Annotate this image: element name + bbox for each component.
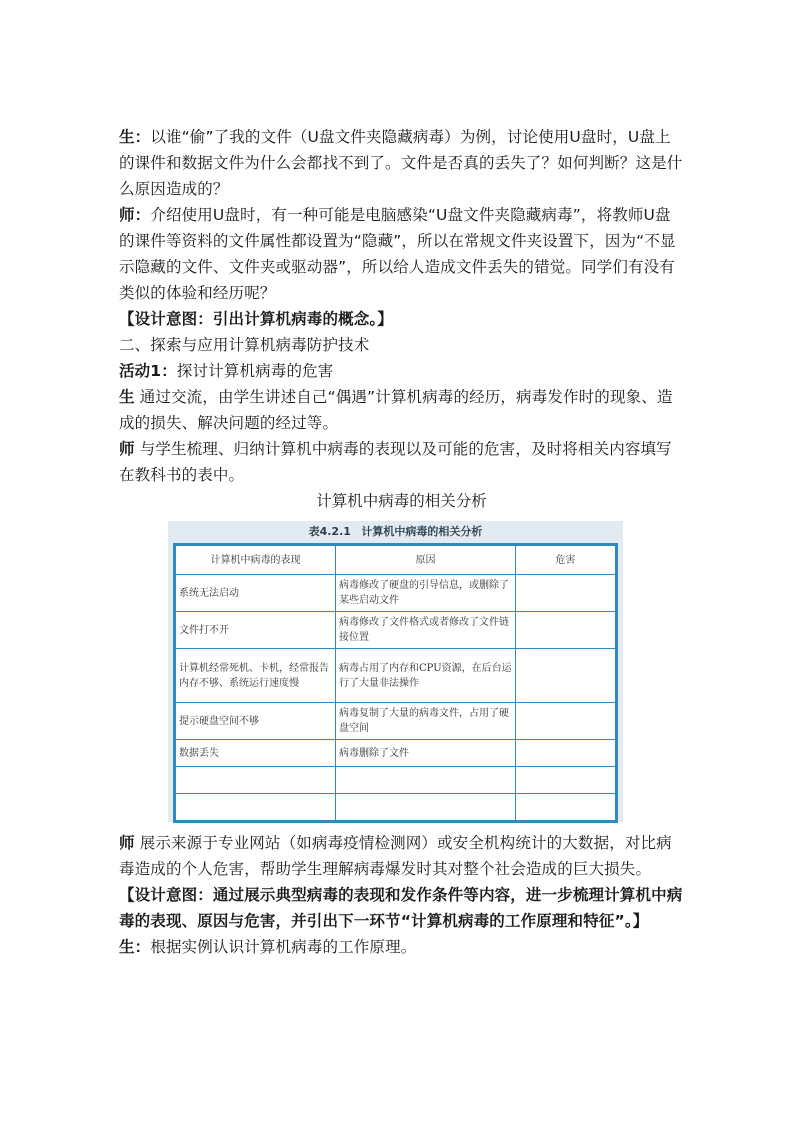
table-row bbox=[176, 703, 616, 740]
student-paragraph-2 bbox=[119, 384, 684, 436]
table-title-text: 计算机中病毒的相关分析 bbox=[361, 525, 483, 538]
textbook-table-image bbox=[168, 521, 623, 822]
virus-analysis-table bbox=[175, 545, 616, 821]
paragraph-text: 以谁“偷”了我的文件（U盘文件夹隐藏病毒）为例，讨论使用U盘时，U盘上的课件和数据文件为什么会都找不到了。文件是否真的丢失了？如何判断？这是什么原因造成的？ bbox=[119, 128, 683, 198]
cell-symptom: 计算机经常死机、卡机，经常报告内存不够、系统运行速度慢 bbox=[176, 649, 336, 703]
table-frame bbox=[173, 543, 618, 823]
figure-caption: 计算机中病毒的相关分析 bbox=[316, 492, 487, 510]
table-row bbox=[176, 612, 616, 649]
speaker-label: 生： bbox=[119, 128, 151, 146]
header-symptom: 计算机中病毒的表现 bbox=[176, 546, 336, 575]
speaker-label: 师 bbox=[119, 834, 135, 852]
cell-symptom bbox=[176, 794, 336, 821]
design-intent-1: 【设计意图：引出计算机病毒的概念。】 bbox=[119, 310, 393, 328]
student-paragraph-1 bbox=[119, 124, 684, 202]
cell-cause bbox=[336, 794, 516, 821]
paragraph-text: 展示来源于专业网站（如病毒疫情检测网）或安全机构统计的大数据，对比病毒造成的个人危害，帮助学生理解病毒爆发时其对整个社会造成的巨大损失。 bbox=[119, 834, 672, 878]
table-row bbox=[176, 649, 616, 703]
table-title bbox=[173, 521, 618, 543]
paragraph-text: 通过交流，由学生讲述自己“偶遇”计算机病毒的经历，病毒发作时的现象、造成的损失、解决问题的经过等。 bbox=[119, 388, 673, 432]
cell-harm bbox=[516, 703, 616, 740]
cell-cause: 病毒占用了内存和CPU资源，在后台运行了大量非法操作 bbox=[336, 649, 516, 703]
table-row bbox=[176, 575, 616, 612]
table-row bbox=[176, 740, 616, 767]
table-header-row bbox=[176, 546, 616, 575]
speaker-label: 生： bbox=[119, 938, 151, 956]
cell-cause: 病毒修改了文件格式或者修改了文件链接位置 bbox=[336, 612, 516, 649]
speaker-label: 师 bbox=[119, 440, 135, 458]
cell-symptom: 系统无法启动 bbox=[176, 575, 336, 612]
cell-harm bbox=[516, 794, 616, 821]
speaker-label: 生 bbox=[119, 388, 135, 406]
speaker-label: 师： bbox=[119, 206, 151, 224]
teacher-paragraph-2 bbox=[119, 436, 684, 488]
document-body bbox=[119, 124, 684, 960]
paragraph-text: 与学生梳理、归纳计算机中病毒的表现以及可能的危害，及时将相关内容填写在教科书的表中。 bbox=[119, 440, 672, 484]
cell-cause: 病毒复制了大量的病毒文件，占用了硬盘空间 bbox=[336, 703, 516, 740]
activity-label: 活动1： bbox=[119, 362, 177, 380]
teacher-paragraph-3 bbox=[119, 830, 684, 882]
paragraph-text: 根据实例认识计算机病毒的工作原理。 bbox=[150, 938, 417, 956]
cell-harm bbox=[516, 575, 616, 612]
cell-symptom: 提示硬盘空间不够 bbox=[176, 703, 336, 740]
cell-symptom: 数据丢失 bbox=[176, 740, 336, 767]
cell-harm bbox=[516, 740, 616, 767]
teacher-paragraph-1 bbox=[119, 202, 684, 306]
cell-harm bbox=[516, 612, 616, 649]
cell-symptom: 文件打不开 bbox=[176, 612, 336, 649]
activity-text: 探讨计算机病毒的危害 bbox=[176, 362, 334, 380]
paragraph-text: 介绍使用U盘时，有一种可能是电脑感染“U盘文件夹隐藏病毒”，将教师U盘的课件等资料的文件属性都设置为“隐藏”，所以在常规文件夹设置下，因为“不显示隐藏的文件、文件夹或驱动器”，所以给人造成文件丢失的错觉。同学们有没有类似的体验和经历呢？ bbox=[119, 206, 676, 302]
cell-cause: 病毒删除了文件 bbox=[336, 740, 516, 767]
table-number: 表4.2.1 bbox=[308, 525, 351, 538]
cell-harm bbox=[516, 649, 616, 703]
table-row-empty bbox=[176, 794, 616, 821]
cell-harm bbox=[516, 767, 616, 794]
cell-cause: 病毒修改了硬盘的引导信息，或删除了某些启动文件 bbox=[336, 575, 516, 612]
section-heading: 二、探索与应用计算机病毒防护技术 bbox=[119, 336, 370, 354]
header-cause: 原因 bbox=[336, 546, 516, 575]
cell-symptom bbox=[176, 767, 336, 794]
cell-cause bbox=[336, 767, 516, 794]
header-harm: 危害 bbox=[516, 546, 616, 575]
activity-line bbox=[119, 358, 684, 384]
design-intent-2: 【设计意图：通过展示典型病毒的表现和发作条件等内容，进一步梳理计算机中病毒的表现、原因与危害，并引出下一环节“计算机病毒的工作原理和特征”。】 bbox=[119, 886, 683, 930]
table-row-empty bbox=[176, 767, 616, 794]
student-paragraph-3 bbox=[119, 934, 684, 960]
